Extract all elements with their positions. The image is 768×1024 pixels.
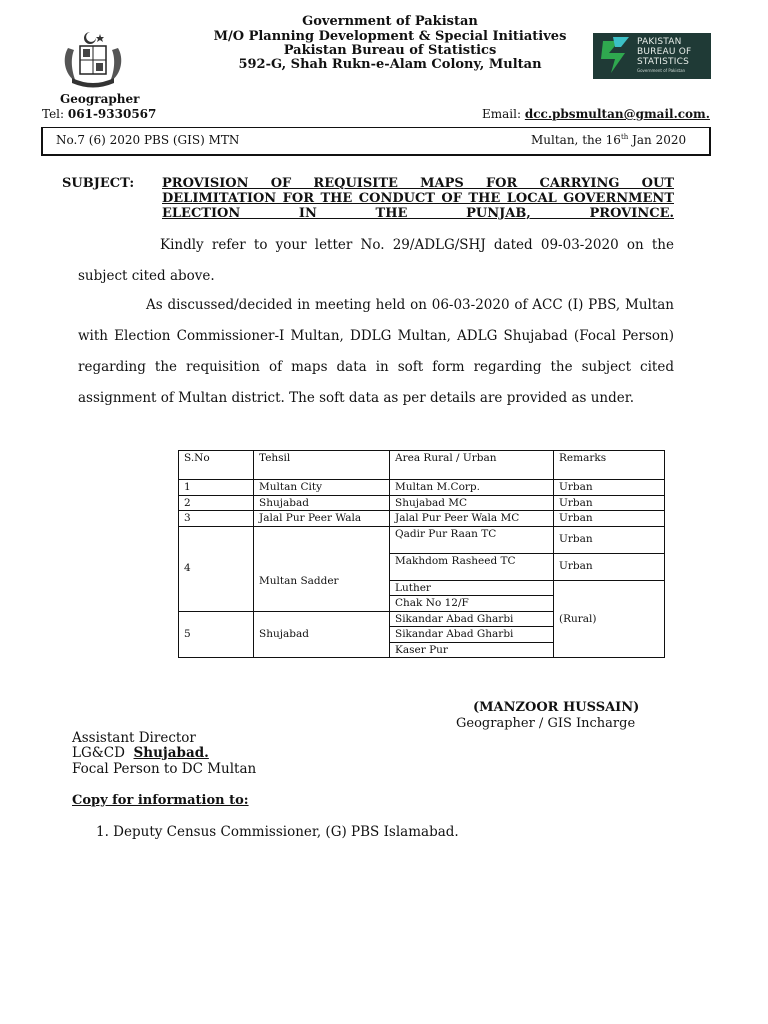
table-row: Makhdom Rasheed TC Urban (179, 553, 665, 580)
header-govt: Government of Pakistan (302, 14, 478, 29)
addressee-line-1: Assistant Director (72, 730, 196, 746)
table-row: 4 Multan Sadder Qadir Pur Raan TC Urban (179, 526, 665, 553)
pbs-logo-subtext: Government of Pakistan (637, 68, 686, 73)
signatory-title: Geographer / GIS Incharge (456, 716, 636, 731)
addressee-line-3: Focal Person to DC Multan (72, 761, 257, 777)
subject-label: SUBJECT: (62, 176, 135, 191)
body-paragraph-2: As discussed/decided in meeting held on 06-03-2020 of ACC (I) PBS, Multan with Election Commissioner-I Multan, DDLG Multan, ADLG Shujabad (Focal Person) regarding the requisition of maps data in soft form regarding the subject cited assignment of Multan district. The soft data as per details are provided as under. (78, 297, 674, 406)
reference-number: No.7 (6) 2020 PBS (GIS) MTN (56, 133, 240, 147)
copy-heading: Copy for information to: (72, 793, 249, 808)
maps-table (178, 450, 665, 658)
pbs-logo (593, 33, 711, 79)
header-ministry: M/O Planning Development & Special Initiatives (213, 29, 567, 44)
body-paragraph-1: Kindly refer to your letter No. 29/ADLG/SHJ dated 09-03-2020 on the subject cited above. (78, 237, 674, 284)
table-row: Luther (Rural) (179, 580, 665, 596)
table-row: Kaser Pur (179, 642, 665, 658)
rural-remark: (Rural) (554, 580, 665, 658)
email: Email: dcc.pbsmultan@gmail.com. (482, 107, 710, 121)
table-row: 1 Multan City Multan M.Corp. Urban (179, 480, 665, 496)
header-address: 592-G, Shah Rukn-e-Alam Colony, Multan (238, 57, 542, 72)
table-row: 3 Jalal Pur Peer Wala Jalal Pur Peer Wala MC Urban (179, 511, 665, 527)
table-row: 2 Shujabad Shujabad MC Urban (179, 495, 665, 511)
pakistan-emblem-icon (60, 30, 126, 88)
table-row: Sikandar Abad Gharbi (179, 627, 665, 643)
designation: Geographer (60, 92, 140, 106)
addressee-line-2: LG&CD Shujabad. (72, 745, 209, 761)
header-bureau: Pakistan Bureau of Statistics (283, 43, 497, 58)
email-link[interactable]: dcc.pbsmultan@gmail.com. (524, 107, 710, 121)
signatory-name: (MANZOOR HUSSAIN) (473, 700, 640, 715)
table-row: Chak No 12/F (179, 596, 665, 612)
pbs-logo-text: PAKISTAN BUREAU OF STATISTICS (637, 37, 692, 67)
table-header-row: S.No Tehsil Area Rural / Urban Remarks (179, 451, 665, 480)
copy-item: 1. Deputy Census Commissioner, (G) PBS Islamabad. (96, 824, 459, 840)
subject-text: PROVISION OF REQUISITE MAPS FOR CARRYING OUT DELIMITATION FOR THE CONDUCT OF THE LOCAL GOVERNMENT ELECTION IN THE PUNJAB, PROVINCE. (162, 176, 674, 221)
table-row: 5 Shujabad Sikandar Abad Gharbi (179, 611, 665, 627)
letter-date: Multan, the 16th Jan 2020 (531, 133, 687, 147)
telephone: Tel: 061-9330567 (42, 107, 157, 121)
